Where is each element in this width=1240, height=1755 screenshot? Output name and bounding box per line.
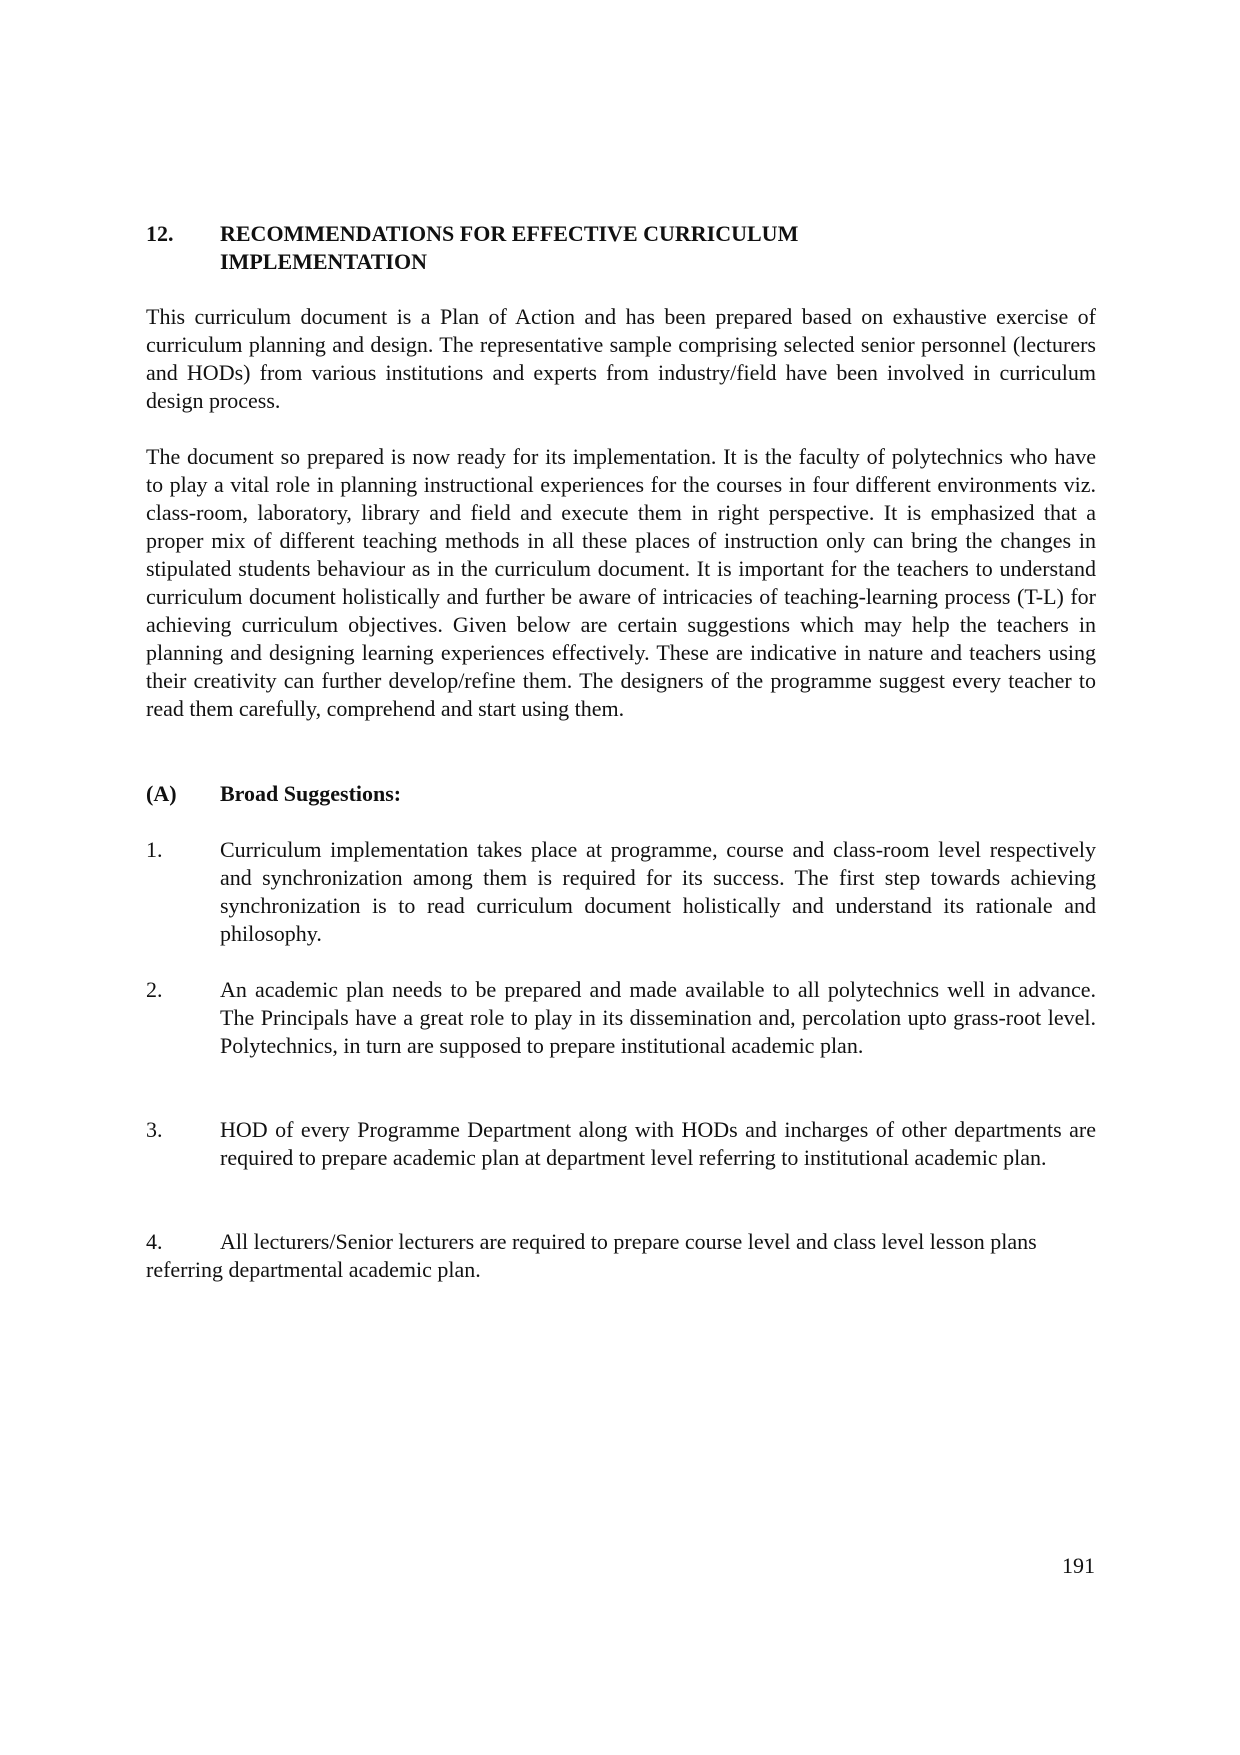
page-number: 191 [1062,1553,1095,1578]
paragraph-intro: This curriculum document is a Plan of Action and has been prepared based on exhaustive exercise of curriculum planning and design. The representative sample comprising selected senior personnel (lecturers and HODs) from various institutions and experts from industry/field have been involved in curriculum design process. [146,304,1096,413]
list-item-number: 4. [146,1229,163,1254]
list-item [146,1116,1096,1172]
list-item [146,836,1096,948]
section-title: RECOMMENDATIONS FOR EFFECTIVE CURRICULUM IMPLEMENTATION [220,221,799,274]
list-item-number: 1. [146,837,163,862]
list-item [146,976,1096,1060]
list-item-number: 3. [146,1117,163,1142]
section-number: 12. [146,221,174,246]
list-item-text: Curriculum implementation takes place at programme, course and class-room level respectively and synchronization among them is required for its success. The first step towards achieving synchronization is to read curriculum document holistically and understand its rationale and philosophy. [220,837,1096,946]
list-item-text: HOD of every Programme Department along with HODs and incharges of other departments are required to prepare academic plan at department level referring to institutional academic plan. [220,1117,1096,1170]
subsection-marker: (A) [146,781,177,806]
list-item-text: All lecturers/Senior lecturers are required to prepare course level and class level lesson plans referring departmental academic plan. [146,1229,1037,1282]
subsection-title: Broad Suggestions: [220,781,402,806]
section-heading [146,220,1106,276]
list-item [146,1228,1096,1284]
paragraph-implementation: The document so prepared is now ready for its implementation. It is the faculty of polytechnics who have to play a vital role in planning instructional experiences for the courses in four different environments viz. class-room, laboratory, library and field and execute them in right perspective. It is emphasized that a proper mix of different teaching methods in all these places of instruction only can bring the changes in stipulated students behaviour as in the curriculum document. It is important for the teachers to understand curriculum document holistically and further be aware of intricacies of teaching-learning process (T-L) for achieving curriculum objectives. Given below are certain suggestions which may help the teachers in planning and designing learning experiences effectively. These are indicative in nature and teachers using their creativity can further develop/refine them. The designers of the programme suggest every teacher to read them carefully, comprehend and start using them. [146,444,1096,721]
list-item-text: An academic plan needs to be prepared and made available to all polytechnics well in advance. The Principals have a great role to play in its dissemination and, percolation upto grass-root level. Polytechnics, in turn are supposed to prepare institutional academic plan. [220,977,1096,1058]
list-item-number: 2. [146,977,163,1002]
